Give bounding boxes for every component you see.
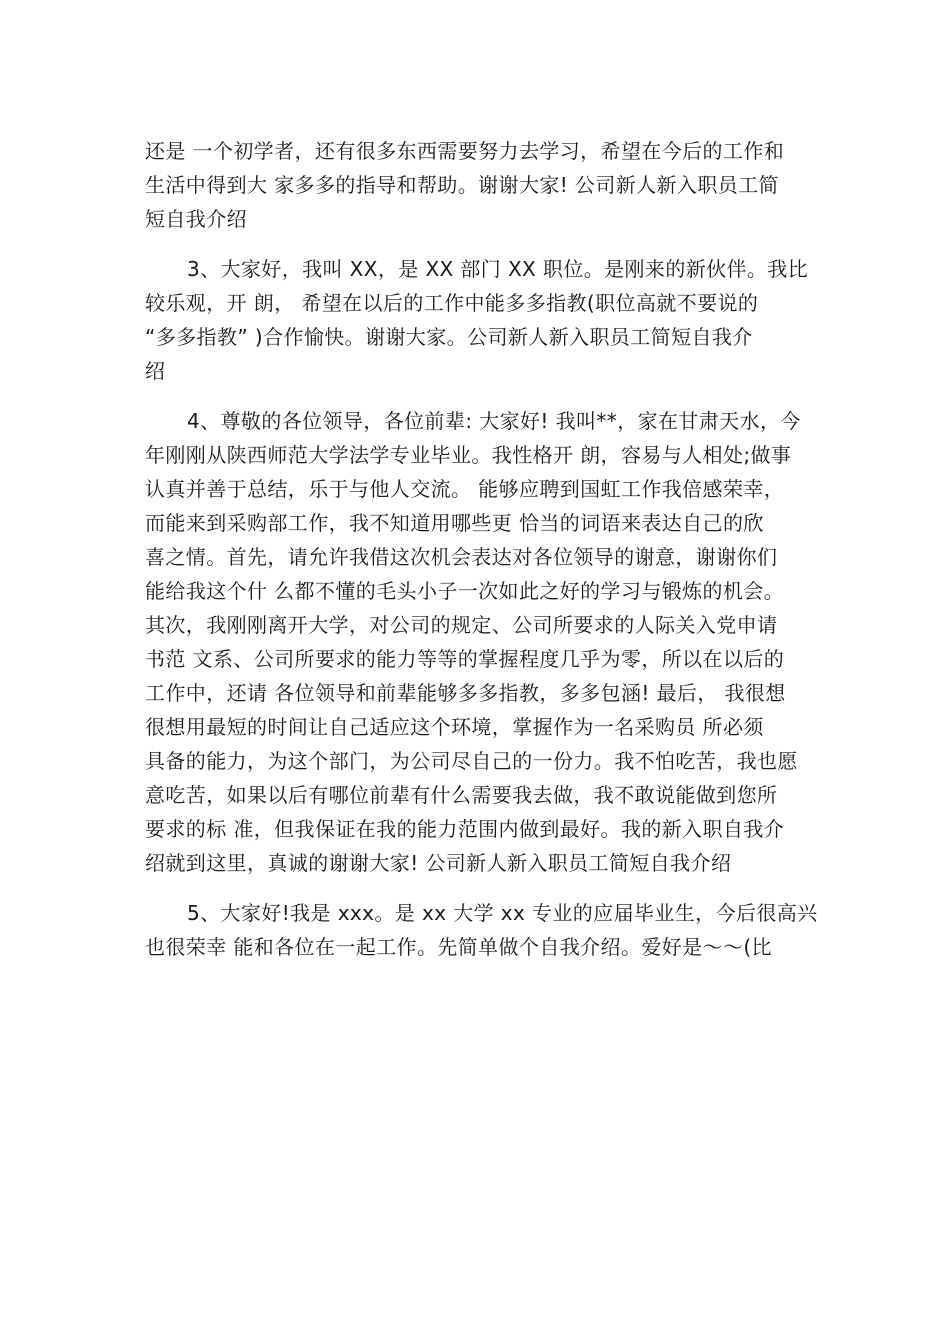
document-body [145, 134, 818, 964]
text-line: 还是 一个初学者，还有很多东西需要努力去学习，希望在今后的工作和 [145, 139, 785, 163]
text-line: 其次，我刚刚离开大学，对公司的规定、公司所要求的人际关入党申请 [145, 613, 778, 637]
paragraph-gap [145, 388, 808, 404]
text-line: 很想用最短的时间让自己适应这个环境，掌握作为一名采购员 所必须 [145, 715, 764, 739]
text-line: 书范 文系、公司所要求的能力等等的掌握程度几乎为零，所以在以后的 [145, 647, 785, 671]
text-line: 短自我介绍 [145, 207, 247, 231]
text-line: 具备的能力，为这个部门，为公司尽自己的一份力。我不怕吃苦，我也愿 [145, 749, 798, 773]
text-line: 绍就到这里，真诚的谢谢大家! 公司新人新入职员工简短自我介绍 [145, 851, 732, 875]
text-line: 3、大家好，我叫 XX，是 XX 部门 XX 职位。是刚来的新伙伴。我比 [187, 257, 809, 281]
text-line: 年刚刚从陕西师范大学法学专业毕业。我性格开 朗，容易与人相处;做事 [145, 443, 792, 467]
text-line: 喜之情。首先，请允许我借这次机会表达对各位领导的谢意，谢谢你们 [145, 545, 778, 569]
text-line: 5、大家好!我是 xxx。是 xx 大学 xx 专业的应届毕业生，今后很高兴 [187, 901, 818, 925]
text-line: 生活中得到大 家多多的指导和帮助。谢谢大家! 公司新人新入职员工简 [145, 173, 779, 197]
text-line: 意吃苦，如果以后有哪位前辈有什么需要我去做，我不敢说能做到您所 [145, 783, 778, 807]
text-line: 较乐观，开 朗， 希望在以后的工作中能多多指教(职位高就不要说的 [145, 291, 759, 315]
paragraph-gap [145, 880, 808, 896]
text-line: 也很荣幸 能和各位在一起工作。先简单做个自我介绍。爱好是～～(比 [145, 935, 772, 959]
paragraph-gap [145, 236, 808, 252]
text-line: 能给我这个什 么都不懂的毛头小子一次如此之好的学习与锻炼的机会。 [145, 579, 785, 603]
paragraph-4 [145, 404, 808, 880]
paragraph-5 [145, 896, 818, 964]
text-line: “多多指教” )合作愉快。谢谢大家。公司新人新入职员工简短自我介 [145, 325, 753, 349]
text-line: 要求的标 准，但我保证在我的能力范围内做到最好。我的新入职自我介 [145, 817, 785, 841]
text-line: 工作中，还请 各位领导和前辈能够多多指教，多多包涵! 最后， 我很想 [145, 681, 786, 705]
text-line: 绍 [145, 359, 166, 383]
paragraph-2-continuation [145, 134, 808, 236]
text-line: 4、尊敬的各位领导，各位前辈: 大家好! 我叫**，家在甘肃天水，今 [187, 409, 801, 433]
text-line: 而能来到采购部工作，我不知道用哪些更 恰当的词语来表达自己的欣 [145, 511, 764, 535]
text-line: 认真并善于总结，乐于与他人交流。 能够应聘到国虹工作我倍感荣幸， [145, 477, 785, 501]
paragraph-3 [145, 252, 808, 388]
